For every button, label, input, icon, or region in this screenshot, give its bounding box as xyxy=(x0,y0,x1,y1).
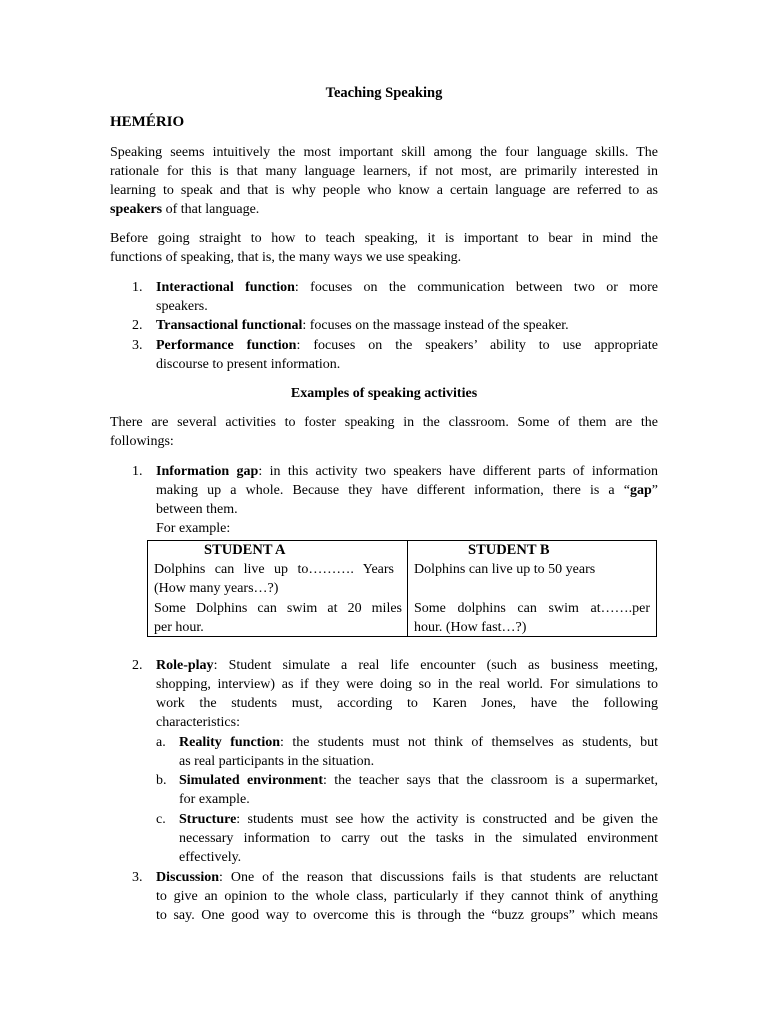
intro-line: rationale for this is that many language learners, if not most, are primarily interested in xyxy=(110,164,658,179)
sublist-item-cont: effectively. xyxy=(179,850,242,865)
list-item: Information gap: in this activity two speakers have different parts of information xyxy=(156,464,658,479)
table-cell: Some dolphins can swim at…….per xyxy=(414,601,650,616)
list-item-cont: speakers. xyxy=(156,299,208,314)
list-item-cont: For example: xyxy=(156,521,231,536)
list-number: 3. xyxy=(132,338,143,353)
list-number: 1. xyxy=(132,464,143,479)
list-item: Interactional function: focuses on the communication between two or more xyxy=(156,280,658,295)
sublist-letter: a. xyxy=(156,735,166,750)
table-cell: per hour. xyxy=(154,620,204,635)
author-name: HEMÉRIO xyxy=(110,114,185,130)
table-cell: hour. (How fast…?) xyxy=(414,620,527,635)
list-item: Performance function: focuses on the speakers’ ability to use appropriate xyxy=(156,338,658,353)
section-heading: Examples of speaking activities xyxy=(290,386,478,401)
document-title: Teaching Speaking xyxy=(325,85,443,101)
paragraph-line: functions of speaking, that is, the many ways we use speaking. xyxy=(110,250,462,265)
sublist-item-cont: for example. xyxy=(179,792,250,807)
list-item-cont: shopping, interview) as if they were doing so in the real world. For simulations to xyxy=(156,677,658,692)
list-item: Role-play: Student simulate a real life encounter (such as business meeting, xyxy=(156,658,658,673)
table-header-student-a: STUDENT A xyxy=(204,542,286,558)
list-number: 2. xyxy=(132,318,143,333)
example-table xyxy=(147,540,657,637)
list-item-cont: between them. xyxy=(156,502,238,517)
list-number: 2. xyxy=(132,658,143,673)
list-item-cont: to say. One good way to overcome this is through the “buzz groups” which means xyxy=(156,908,658,923)
list-item: Transactional functional: focuses on the massage instead of the speaker. xyxy=(156,318,569,333)
sublist-item: Structure: students must see how the activity is constructed and be given the xyxy=(179,812,658,827)
list-item-cont: making up a whole. Because they have different information, there is a “gap” xyxy=(156,483,658,498)
sublist-item: Reality function: the students must not think of themselves as students, but xyxy=(179,735,658,750)
paragraph-line: Before going straight to how to teach speaking, it is important to bear in mind the xyxy=(110,231,658,246)
table-cell: Dolphins can live up to 50 years xyxy=(414,562,596,577)
list-number: 1. xyxy=(132,280,143,295)
sublist-item-cont: necessary information to carry out the tasks in the simulated environment xyxy=(179,831,658,846)
list-item: Discussion: One of the reason that discussions fails is that students are reluctant xyxy=(156,870,658,885)
paragraph-line: followings: xyxy=(110,434,174,449)
table-header-student-b: STUDENT B xyxy=(468,542,550,558)
table-cell: (How many years…?) xyxy=(154,581,279,596)
table-divider xyxy=(407,541,408,636)
intro-line: speakers of that language. xyxy=(110,202,260,217)
sublist-item: Simulated environment: the teacher says that the classroom is a supermarket, xyxy=(179,773,658,788)
sublist-item-cont: as real participants in the situation. xyxy=(179,754,375,769)
sublist-letter: b. xyxy=(156,773,167,788)
paragraph-line: There are several activities to foster speaking in the classroom. Some of them are the xyxy=(110,415,658,430)
sublist-letter: c. xyxy=(156,812,166,827)
list-item-cont: work the students must, according to Karen Jones, have the following xyxy=(156,696,658,711)
speakers-term: speakers xyxy=(110,202,163,217)
intro-line: learning to speak and that is why people who know a certain language are referred to as xyxy=(110,183,658,198)
list-item-cont: to give an opinion to the whole class, particularly if they cannot think of anything xyxy=(156,889,658,904)
table-cell: Some Dolphins can swim at 20 miles xyxy=(154,601,402,616)
intro-line: Speaking seems intuitively the most important skill among the four language skills. The xyxy=(110,145,658,160)
table-cell: Dolphins can live up to………. Years xyxy=(154,562,394,577)
list-number: 3. xyxy=(132,870,143,885)
list-item-cont: characteristics: xyxy=(156,715,240,730)
list-item-cont: discourse to present information. xyxy=(156,357,341,372)
